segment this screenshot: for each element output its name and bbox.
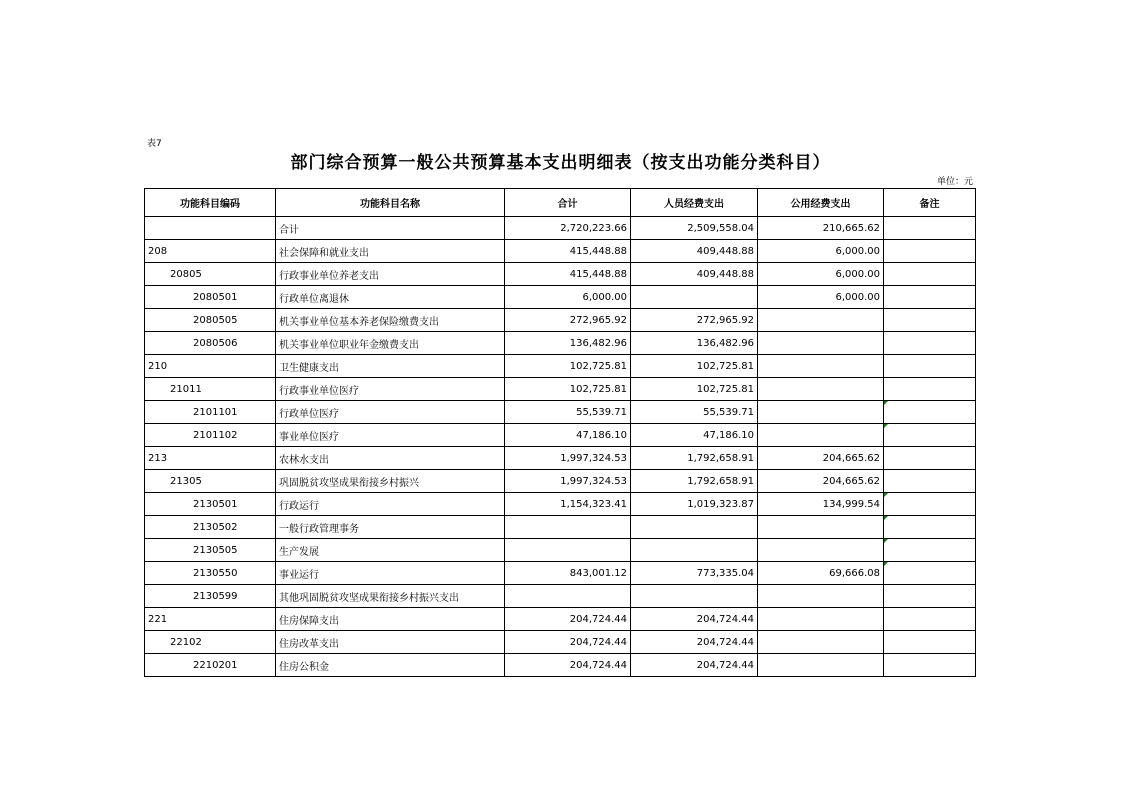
table-row <box>145 217 976 240</box>
table-row <box>145 470 976 493</box>
cell-note <box>884 585 976 608</box>
table-row <box>145 401 976 424</box>
cell-name: 生产发展 <box>276 539 505 562</box>
cell-public <box>758 539 884 562</box>
cell-note <box>884 493 976 516</box>
cell-public: 6,000.00 <box>758 263 884 286</box>
cell-marker-icon <box>884 516 888 520</box>
header-note: 备注 <box>884 189 976 217</box>
table-row <box>145 516 976 539</box>
cell-note <box>884 286 976 309</box>
budget-table <box>144 188 976 677</box>
table-row <box>145 332 976 355</box>
cell-personnel: 136,482.96 <box>631 332 758 355</box>
cell-personnel: 204,724.44 <box>631 654 758 677</box>
cell-total: 1,997,324.53 <box>505 447 631 470</box>
table-body <box>145 217 976 677</box>
cell-personnel: 409,448.88 <box>631 240 758 263</box>
cell-marker-icon <box>884 539 888 543</box>
cell-personnel: 102,725.81 <box>631 378 758 401</box>
cell-code: 2130550 <box>145 562 276 585</box>
cell-note <box>884 378 976 401</box>
table-row <box>145 539 976 562</box>
cell-note <box>884 217 976 240</box>
cell-name: 行政单位医疗 <box>276 401 505 424</box>
cell-personnel <box>631 516 758 539</box>
cell-personnel: 773,335.04 <box>631 562 758 585</box>
cell-note <box>884 424 976 447</box>
cell-name: 社会保障和就业支出 <box>276 240 505 263</box>
cell-personnel: 204,724.44 <box>631 631 758 654</box>
cell-code: 2101101 <box>145 401 276 424</box>
unit-label: 单位：元 <box>936 177 973 187</box>
cell-note <box>884 631 976 654</box>
cell-personnel: 55,539.71 <box>631 401 758 424</box>
cell-name: 行政单位离退休 <box>276 286 505 309</box>
cell-public: 204,665.62 <box>758 447 884 470</box>
cell-code: 2080505 <box>145 309 276 332</box>
cell-name: 巩固脱贫攻坚成果衔接乡村振兴 <box>276 470 505 493</box>
table-row <box>145 493 976 516</box>
table-row <box>145 309 976 332</box>
table-row <box>145 263 976 286</box>
cell-code: 208 <box>145 240 276 263</box>
cell-code: 21011 <box>145 378 276 401</box>
table-row <box>145 562 976 585</box>
cell-public <box>758 654 884 677</box>
header-public: 公用经费支出 <box>758 189 884 217</box>
cell-name: 机关事业单位基本养老保险缴费支出 <box>276 309 505 332</box>
cell-note <box>884 470 976 493</box>
cell-public: 6,000.00 <box>758 240 884 263</box>
cell-name: 行政运行 <box>276 493 505 516</box>
cell-public: 204,665.62 <box>758 470 884 493</box>
cell-name: 合计 <box>276 217 505 240</box>
cell-total: 272,965.92 <box>505 309 631 332</box>
cell-code: 2130502 <box>145 516 276 539</box>
cell-name: 机关事业单位职业年金缴费支出 <box>276 332 505 355</box>
cell-name: 住房改革支出 <box>276 631 505 654</box>
cell-personnel <box>631 585 758 608</box>
cell-public <box>758 309 884 332</box>
cell-total <box>505 539 631 562</box>
cell-code: 2210201 <box>145 654 276 677</box>
cell-name: 行政事业单位养老支出 <box>276 263 505 286</box>
cell-total: 204,724.44 <box>505 631 631 654</box>
table-row <box>145 355 976 378</box>
cell-total: 1,154,323.41 <box>505 493 631 516</box>
cell-name: 其他巩固脱贫攻坚成果衔接乡村振兴支出 <box>276 585 505 608</box>
cell-note <box>884 355 976 378</box>
cell-note <box>884 263 976 286</box>
cell-public <box>758 332 884 355</box>
cell-marker-icon <box>884 562 888 566</box>
cell-marker-icon <box>884 493 888 497</box>
cell-code: 2080506 <box>145 332 276 355</box>
cell-total: 204,724.44 <box>505 608 631 631</box>
cell-code: 2130501 <box>145 493 276 516</box>
table-row <box>145 424 976 447</box>
cell-note <box>884 516 976 539</box>
cell-total <box>505 585 631 608</box>
cell-code: 210 <box>145 355 276 378</box>
table-header <box>145 189 976 217</box>
cell-marker-icon <box>884 401 888 405</box>
cell-personnel: 409,448.88 <box>631 263 758 286</box>
cell-public <box>758 378 884 401</box>
cell-total: 843,001.12 <box>505 562 631 585</box>
cell-total: 2,720,223.66 <box>505 217 631 240</box>
cell-personnel: 272,965.92 <box>631 309 758 332</box>
cell-name: 行政事业单位医疗 <box>276 378 505 401</box>
cell-total: 204,724.44 <box>505 654 631 677</box>
cell-public: 6,000.00 <box>758 286 884 309</box>
table-row <box>145 608 976 631</box>
cell-name: 事业单位医疗 <box>276 424 505 447</box>
cell-personnel: 1,792,658.91 <box>631 447 758 470</box>
cell-code: 20805 <box>145 263 276 286</box>
cell-code: 21305 <box>145 470 276 493</box>
cell-total: 1,997,324.53 <box>505 470 631 493</box>
cell-note <box>884 447 976 470</box>
cell-public: 210,665.62 <box>758 217 884 240</box>
cell-total: 47,186.10 <box>505 424 631 447</box>
table-number-label: 表7 <box>147 139 162 149</box>
header-name: 功能科目名称 <box>276 189 505 217</box>
table-row <box>145 631 976 654</box>
cell-total: 55,539.71 <box>505 401 631 424</box>
cell-name: 一般行政管理事务 <box>276 516 505 539</box>
cell-note <box>884 539 976 562</box>
cell-code: 213 <box>145 447 276 470</box>
cell-personnel: 102,725.81 <box>631 355 758 378</box>
cell-name: 卫生健康支出 <box>276 355 505 378</box>
cell-code: 2080501 <box>145 286 276 309</box>
cell-code: 221 <box>145 608 276 631</box>
cell-note <box>884 608 976 631</box>
cell-public <box>758 355 884 378</box>
cell-total <box>505 516 631 539</box>
cell-personnel: 47,186.10 <box>631 424 758 447</box>
cell-public: 134,999.54 <box>758 493 884 516</box>
cell-code: 2101102 <box>145 424 276 447</box>
cell-code: 22102 <box>145 631 276 654</box>
cell-name: 住房公积金 <box>276 654 505 677</box>
cell-name: 事业运行 <box>276 562 505 585</box>
cell-public <box>758 631 884 654</box>
cell-personnel: 204,724.44 <box>631 608 758 631</box>
table-row <box>145 654 976 677</box>
cell-total: 415,448.88 <box>505 240 631 263</box>
cell-total: 6,000.00 <box>505 286 631 309</box>
cell-name: 住房保障支出 <box>276 608 505 631</box>
cell-marker-icon <box>884 424 888 428</box>
cell-code <box>145 217 276 240</box>
table-row <box>145 447 976 470</box>
page-title: 部门综合预算一般公共预算基本支出明细表（按支出功能分类科目） <box>290 153 831 173</box>
cell-public: 69,666.08 <box>758 562 884 585</box>
cell-code: 2130599 <box>145 585 276 608</box>
header-personnel: 人员经费支出 <box>631 189 758 217</box>
cell-note <box>884 401 976 424</box>
cell-note <box>884 562 976 585</box>
cell-personnel <box>631 539 758 562</box>
cell-public <box>758 608 884 631</box>
cell-total: 102,725.81 <box>505 378 631 401</box>
cell-personnel: 1,792,658.91 <box>631 470 758 493</box>
cell-public <box>758 516 884 539</box>
table-row <box>145 378 976 401</box>
cell-note <box>884 309 976 332</box>
cell-code: 2130505 <box>145 539 276 562</box>
cell-personnel <box>631 286 758 309</box>
cell-total: 415,448.88 <box>505 263 631 286</box>
cell-public <box>758 585 884 608</box>
cell-public <box>758 401 884 424</box>
cell-personnel: 1,019,323.87 <box>631 493 758 516</box>
cell-public <box>758 424 884 447</box>
header-total: 合计 <box>505 189 631 217</box>
cell-total: 102,725.81 <box>505 355 631 378</box>
table-row <box>145 240 976 263</box>
header-code: 功能科目编码 <box>145 189 276 217</box>
cell-total: 136,482.96 <box>505 332 631 355</box>
cell-personnel: 2,509,558.04 <box>631 217 758 240</box>
cell-note <box>884 240 976 263</box>
cell-note <box>884 654 976 677</box>
cell-name: 农林水支出 <box>276 447 505 470</box>
cell-note <box>884 332 976 355</box>
table-row <box>145 286 976 309</box>
table-row <box>145 585 976 608</box>
